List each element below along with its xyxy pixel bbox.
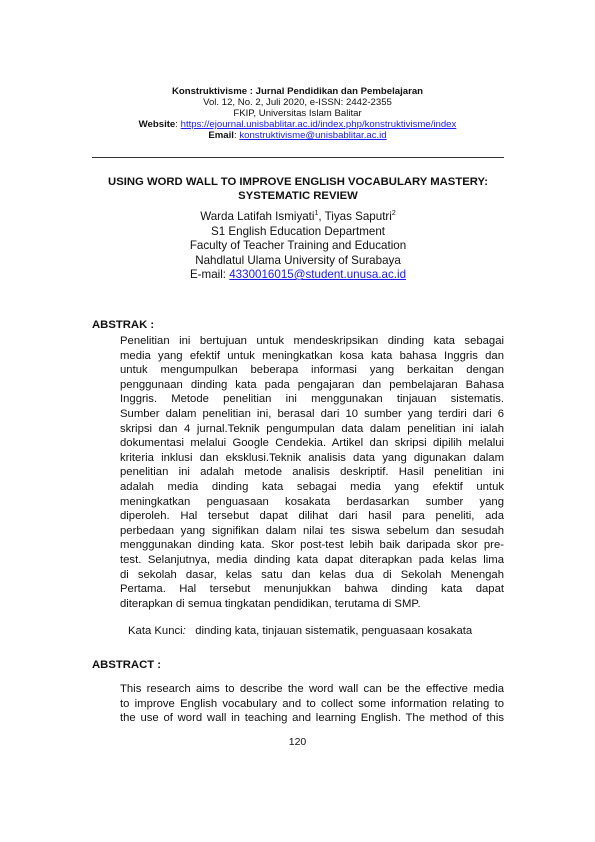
- paragraph-line: adalah media dinding kata sebagai media yang efektif untuk: [120, 480, 504, 493]
- paragraph-line: the use of word wall in teaching and learning English. The method of this: [120, 712, 504, 725]
- paper-title: USING WORD WALL TO IMPROVE ENGLISH VOCABULARY MASTERY: SYSTEMATIC REVIEW: [108, 176, 488, 202]
- author-faculty: Faculty of Teacher Training and Education: [189, 239, 407, 252]
- header-divider: [92, 157, 504, 158]
- journal-institution: FKIP, Universitas Islam Balitar: [233, 108, 362, 119]
- author-email-link[interactable]: 4330016015@student.unusa.ac.id: [229, 268, 407, 281]
- journal-website-line: Website: https://ejournal.unisbablitar.ac.id/index.php/konstruktivisme/index: [138, 119, 457, 130]
- website-label: Website: [138, 119, 176, 130]
- paragraph-line: dokumentasi melalui Google Cendekia. Artikel dan skripsi dipilih melalui: [120, 437, 504, 450]
- keywords-line: Kata Kunci: dinding kata, tinjauan sistematik, penguasaan kosakata: [128, 625, 473, 637]
- paragraph-line: perbedaan yang signifikan dalam nilai tes siswa sebelum dan sesudah: [120, 524, 504, 537]
- paragraph-line: skripsi dan 4 jurnal.Teknik pengumpulan data dalam penelitian ini ialah: [120, 422, 504, 435]
- paragraph-line: untuk mengumpulkan beberapa informasi yang berkaitan dengan: [120, 364, 504, 377]
- keywords-label: Kata Kunci: [128, 625, 183, 637]
- paragraph-line: to improve English vocabulary and to collect some information relating to: [120, 697, 504, 710]
- author-email-line: E-mail: 4330016015@student.unusa.ac.id: [189, 268, 407, 281]
- email-label: Email: [208, 130, 234, 141]
- paragraph-line: Pertama. Hal tersebut menunjukkan bahwa dinding kata dapat: [120, 583, 504, 596]
- journal-email-line: Email: konstruktivisme@unisbablitar.ac.id: [208, 130, 387, 141]
- paragraph-line: kriteria inklusi dan eksklusi.Teknik analisis data yang digunakan dalam: [120, 451, 504, 464]
- paragraph-line: meningkatkan penguasaan kosakata berdasarkan sumber yang: [120, 495, 504, 508]
- paragraph-line: test. Selanjutnya, media dinding kata dapat diterapkan pada kelas lima: [120, 553, 504, 566]
- paragraph-line: media yang efektif untuk meningkatkan kosa kata bahasa Inggris dan: [120, 349, 504, 362]
- paragraph-line: Sumber dalam penelitian ini, berasal dari 10 sumber yang terdiri dari 6: [120, 407, 504, 420]
- paragraph-line: diperoleh. Hal tersebut dapat dilihat dari hasil para peneliti, ada: [120, 510, 504, 523]
- abstrak-heading: ABSTRAK :: [92, 319, 155, 331]
- abstract-heading: ABSTRACT :: [92, 659, 162, 671]
- abstract-body: [120, 682, 504, 726]
- author-university: Nahdlatul Ulama University of Surabaya: [195, 253, 401, 267]
- journal-volume: Vol. 12, No. 2, Juli 2020, e-ISSN: 2442-2355: [203, 97, 392, 108]
- author-block: [92, 210, 504, 283]
- paragraph-line: diterapkan di semua tingkatan pendidikan, terutama di SMP.: [120, 597, 421, 610]
- paragraph-line: Inggris. Metode penelitian ini menggunakan tinjauan sistematis.: [120, 393, 504, 406]
- paragraph-line: This research aims to describe the word wall can be the effective media: [120, 683, 504, 695]
- paragraph-line: menggunakan dinding kata. Skor post-test lebih baik daripada skor pre-: [120, 539, 504, 552]
- author-names: Warda Latifah Ismiyati$^1$, Tiyas Saputri$^2$: [200, 210, 396, 223]
- paragraph-line: Penelitian ini bertujuan untuk mendeskripsikan dinding kata sebagai: [120, 335, 504, 347]
- abstrak-body: [120, 334, 504, 611]
- author-department: S1 English Education Department: [210, 224, 385, 238]
- paragraph-line: penelitian ini adalah metode analisis deskriptif. Hasil penelitian ini: [120, 466, 504, 479]
- website-link[interactable]: https://ejournal.unisbablitar.ac.id/index.php/konstruktivisme/index: [180, 119, 457, 130]
- journal-email-link[interactable]: konstruktivisme@unisbablitar.ac.id: [239, 130, 387, 141]
- page-number: 120: [288, 736, 307, 748]
- paragraph-line: di sekolah dasar, kelas satu dan kelas dua di Sekolah Menengah: [120, 568, 504, 581]
- paragraph-line: penggunaan dinding kata pada pengajaran dan pembelajaran Bahasa: [120, 378, 504, 391]
- keywords-text: dinding kata, tinjauan sistematik, penguasaan kosakata: [195, 625, 473, 637]
- journal-name: Konstruktivisme : Jurnal Pendidikan dan Pembelajaran: [171, 86, 424, 97]
